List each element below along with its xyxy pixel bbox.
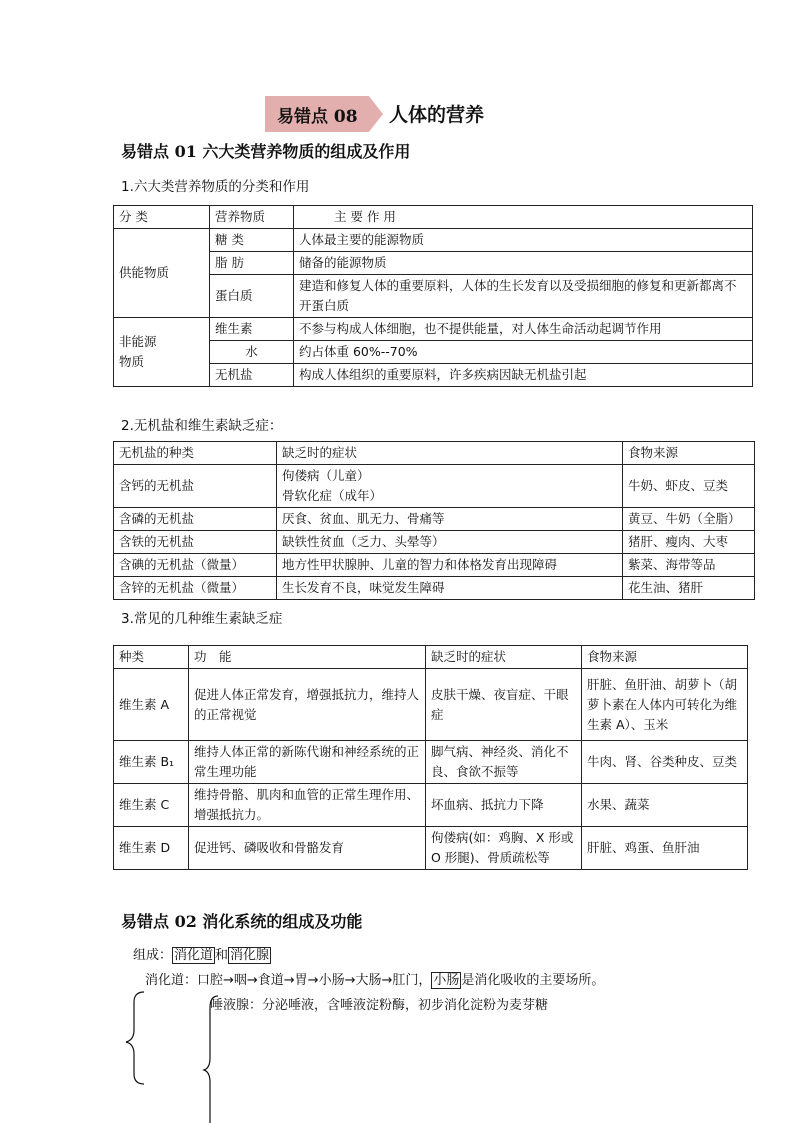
table-header-cell: 无机盐的种类: [114, 442, 277, 465]
vitamin-symptom: 坏血病、抵抗力下降: [426, 784, 582, 827]
section-heading-2: 易错点 02 消化系统的组成及功能: [121, 912, 363, 931]
mineral-source: 牛奶、虾皮、豆类: [623, 465, 755, 508]
mineral-kind: 含锌的无机盐（微量）: [114, 577, 277, 600]
table-header-cell: 种类: [114, 646, 189, 669]
table-row: [114, 508, 755, 531]
mineral-kind: 含磷的无机盐: [114, 508, 277, 531]
table-row: [114, 275, 753, 318]
table-row: [114, 465, 755, 508]
table-row: [114, 341, 753, 364]
title-banner-label: 易错点 08: [277, 107, 358, 127]
table-header-cell: 缺乏时的症状: [426, 646, 582, 669]
table-row: [114, 364, 753, 387]
mineral-symptom: 地方性甲状腺肿、儿童的智力和体格发育出现障碍: [277, 554, 623, 577]
vitamin-function: 维持骨骼、肌肉和血管的正常生理作用、增强抵抗力。: [189, 784, 426, 827]
composition-line: [133, 944, 271, 963]
nutrient-role: 不参与构成人体细胞，也不提供能量，对人体生命活动起调节作用: [294, 318, 753, 341]
section-heading-1: 易错点 01 六大类营养物质的组成及作用: [121, 142, 411, 161]
mineral-source: 猪肝、瘦肉、大枣: [623, 531, 755, 554]
nutrient-role: 构成人体组织的重要原料，许多疾病因缺无机盐引起: [294, 364, 753, 387]
inner-brace: [204, 996, 218, 1123]
table-row: [114, 577, 755, 600]
table-row: [114, 531, 755, 554]
vitamin-kind: 维生素 C: [114, 784, 189, 827]
table-header-cell: 营养物质: [210, 206, 294, 229]
group-label-energy: 供能物质: [114, 229, 210, 318]
table-header-cell: 食物来源: [623, 442, 755, 465]
mineral-symptom: 缺铁性贫血（乏力、头晕等）: [277, 531, 623, 554]
nutrient-role: 储备的能源物质: [294, 252, 753, 275]
salivary-gland-line: 唾液腺：分泌唾液，含唾液淀粉酶，初步消化淀粉为麦芽糖: [210, 998, 549, 1013]
small-intestine-term: 小肠: [433, 973, 460, 988]
table-row: [114, 784, 748, 827]
digestive-tract-term: 消化道: [174, 948, 214, 963]
vitamin-kind: 维生素 A: [114, 669, 189, 741]
table-header-row: [114, 646, 748, 669]
mineral-kind: 含碘的无机盐（微量）: [114, 554, 277, 577]
table-header-cell: 主 要 作 用: [294, 206, 753, 229]
table-header-row: [114, 206, 753, 229]
nutrients-table: [113, 205, 753, 387]
composition-connector: 和: [215, 948, 229, 963]
mineral-source: 花生油、猪肝: [623, 577, 755, 600]
table-row: [114, 229, 753, 252]
brace-diagram: [122, 990, 222, 1123]
mineral-kind: 含铁的无机盐: [114, 531, 277, 554]
vitamin-source: 肝脏、鸡蛋、鱼肝油: [582, 827, 748, 870]
vitamin-function: 促进钙、磷吸收和骨骼发育: [189, 827, 426, 870]
mineral-source: 紫菜、海带等品: [623, 554, 755, 577]
nutrient-role: 建造和修复人体的重要原料，人体的生长发育以及受损细胞的修复和更新都离不开蛋白质: [294, 275, 753, 318]
vitamin-symptom: 皮肤干燥、夜盲症、干眼症: [426, 669, 582, 741]
nutrient-name: 糖 类: [210, 229, 294, 252]
digestive-tract-line: [145, 969, 604, 988]
table-row: [114, 669, 748, 741]
nutrient-name: 脂 肪: [210, 252, 294, 275]
table-header-row: [114, 442, 755, 465]
digestive-tract-suffix: 是消化吸收的主要场所。: [461, 973, 605, 988]
mineral-symptom: 佝偻病（儿童） 骨软化症（成年）: [277, 465, 623, 508]
vitamin-source: 肝脏、鱼肝油、胡萝卜（胡萝卜素在人体内可转化为维生素 A）、玉米: [582, 669, 748, 741]
minerals-table: [113, 441, 755, 600]
table3-caption: 3.常见的几种维生素缺乏症: [121, 611, 283, 627]
nutrient-name: 蛋白质: [210, 275, 294, 318]
nutrient-role: 人体最主要的能源物质: [294, 229, 753, 252]
nutrient-name: 水: [210, 341, 294, 364]
mineral-symptom: 生长发育不良，味觉发生障碍: [277, 577, 623, 600]
nutrient-name: 维生素: [210, 318, 294, 341]
table-header-cell: 功 能: [189, 646, 426, 669]
table-row: [114, 318, 753, 341]
outer-brace: [126, 992, 144, 1084]
vitamin-function: 维持人体正常的新陈代谢和神经系统的正常生理功能: [189, 741, 426, 784]
nutrient-role: 约占体重 60%--70%: [294, 341, 753, 364]
table-header-cell: 分 类: [114, 206, 210, 229]
digestive-tract-path: 消化道：口腔→咽→食道→胃→小肠→大肠→肛门，: [145, 973, 432, 988]
vitamin-kind: 维生素 D: [114, 827, 189, 870]
nutrient-name: 无机盐: [210, 364, 294, 387]
table-header-cell: 缺乏时的症状: [277, 442, 623, 465]
vitamin-symptom: 佝偻病(如：鸡胸、X 形或 O 形腿)、骨质疏松等: [426, 827, 582, 870]
table-row: [114, 827, 748, 870]
composition-prefix: 组成：: [133, 948, 173, 963]
table2-caption: 2.无机盐和维生素缺乏症：: [121, 418, 283, 434]
mineral-symptom: 厌食、贫血、肌无力、骨痛等: [277, 508, 623, 531]
vitamin-source: 水果、蔬菜: [582, 784, 748, 827]
vitamins-table: [113, 645, 748, 870]
page-title: 人体的营养: [389, 104, 485, 126]
table-row: [114, 741, 748, 784]
vitamin-kind: 维生素 B₁: [114, 741, 189, 784]
table-row: [114, 554, 755, 577]
table-header-cell: 食物来源: [582, 646, 748, 669]
digestive-gland-term: 消化腺: [230, 948, 270, 963]
group-label-non-energy: 非能源 物质: [114, 318, 210, 387]
mineral-kind: 含钙的无机盐: [114, 465, 277, 508]
vitamin-source: 牛肉、肾、谷类种皮、豆类: [582, 741, 748, 784]
table-row: [114, 252, 753, 275]
vitamin-function: 促进人体正常发育，增强抵抗力，维持人的正常视觉: [189, 669, 426, 741]
table1-caption: 1.六大类营养物质的分类和作用: [121, 179, 310, 195]
vitamin-symptom: 脚气病、神经炎、消化不良、食欲不振等: [426, 741, 582, 784]
mineral-source: 黄豆、牛奶（全脂）: [623, 508, 755, 531]
